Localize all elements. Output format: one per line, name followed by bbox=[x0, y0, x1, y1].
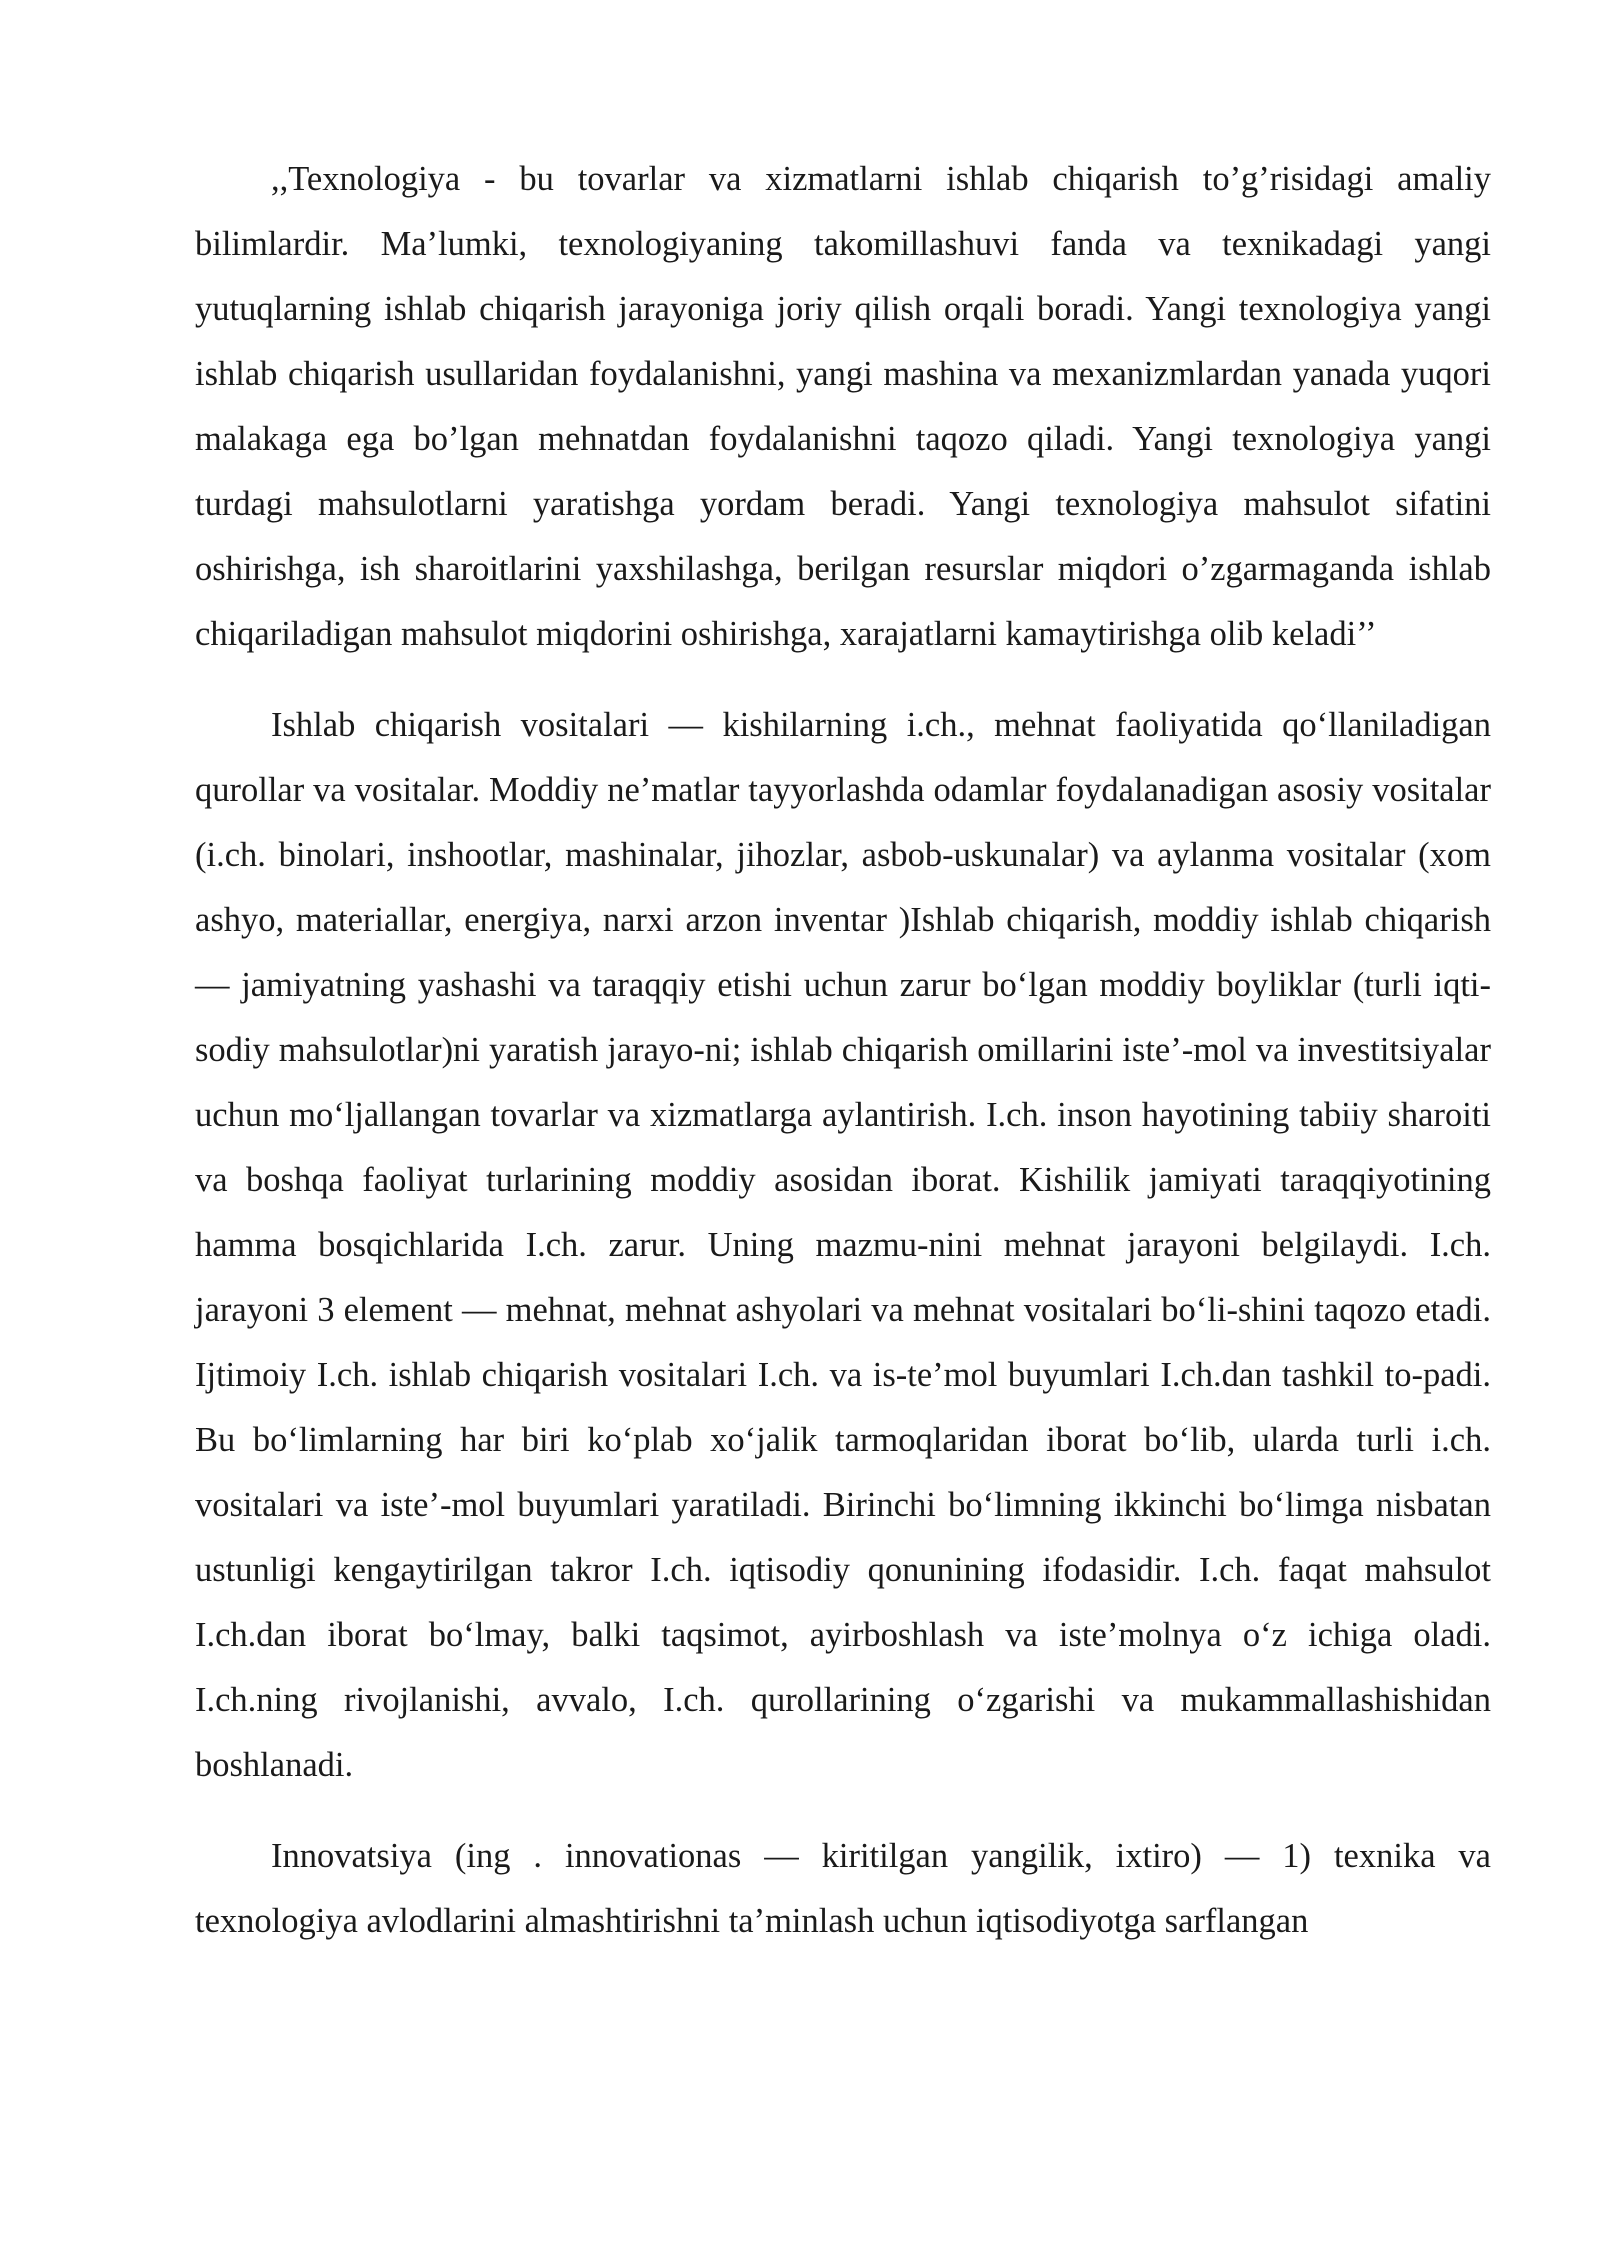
paragraph-texnologiya: ,,Texnologiya - bu tovarlar va xizmatlarni ishlab chiqarish to’g’risidagi amaliy bilimlardir. Ma’lumki, texnologiyaning takomillashuvi fanda va texnikadagi yangi yutuqlarning ishlab chiqarish jarayoniga joriy qilish orqali boradi. Yangi texnologiya yangi ishlab chiqarish usullaridan foydalanishni, yangi mashina va mexanizmlardan yanada yuqori malakaga ega bo’lgan mehnatdan foydalanishni taqozo qiladi. Yangi texnologiya yangi turdagi mahsulotlarni yaratishga yordam beradi. Yangi texnologiya mahsulot sifatini oshirishga, ish sharoitlarini yaxshilashga, berilgan resurslar miqdori o’zgarmaganda ishlab chiqariladigan mahsulot miqdorini oshirishga, xarajatlarni kamaytirishga olib keladi’’ bbox=[195, 160, 1491, 653]
paragraph-ishlab-chiqarish: Ishlab chiqarish vositalari — kishilarning i.ch., mehnat faoliyatida qoʻllaniladigan qurollar va vositalar. Moddiy ne’matlar tayyorlashda odamlar foydalanadigan asosiy vositalar (i.ch. binolari, inshootlar, mashinalar, jihozlar, asbob-uskunalar) va aylanma vositalar (xom ashyo, materiallar, energiya, narxi arzon inventar )Ishlab chiqarish, moddiy ishlab chiqarish — jamiyatning yashashi va taraqqiy etishi uchun zarur boʻlgan moddiy boyliklar (turli iqti-sodiy mahsulotlar)ni yaratish jarayo-ni; ishlab chiqarish omillarini iste’-mol va investitsiyalar uchun moʻljallangan tovarlar va xizmatlarga aylantirish. I.ch. inson hayotining tabiiy sharoiti va boshqa faoliyat turlarining moddiy asosidan iborat. Kishilik jamiyati taraqqiyotining hamma bosqichlarida I.ch. zarur. Uning mazmu-nini mehnat jarayoni belgilaydi. I.ch. jarayoni 3 element — mehnat, mehnat ashyolari va mehnat vositalari boʻli-shini taqozo etadi. Ijtimoiy I.ch. ishlab chiqarish vositalari I.ch. va is-te’mol buyumlari I.ch.dan tashkil to-padi. Bu boʻlimlarning har biri koʻplab xoʻjalik tarmoqlaridan iborat boʻlib, ularda turli i.ch. vositalari va iste’-mol buyumlari yaratiladi. Birinchi boʻlimning ikkinchi boʻlimga nisbatan ustunligi kengaytirilgan takror I.ch. iqtisodiy qonunining ifodasidir. I.ch. faqat mahsulot I.ch.dan iborat boʻlmay, balki taqsimot, ayirboshlash va iste’molnya oʻz ichiga oladi. I.ch.ning rivojlanishi, avvalo, I.ch. qurollarining oʻzgarishi va mukammallashishidan boshlanadi. bbox=[195, 706, 1491, 1784]
document-body bbox=[195, 147, 1491, 1954]
paragraph-innovatsiya: Innovatsiya (ing . innovationas — kiritilgan yangilik, ixtiro) — 1) texnika va texnologiya avlodlarini almashtirishni ta’minlash uchun iqtisodiyotga sarflangan bbox=[195, 1837, 1491, 1940]
